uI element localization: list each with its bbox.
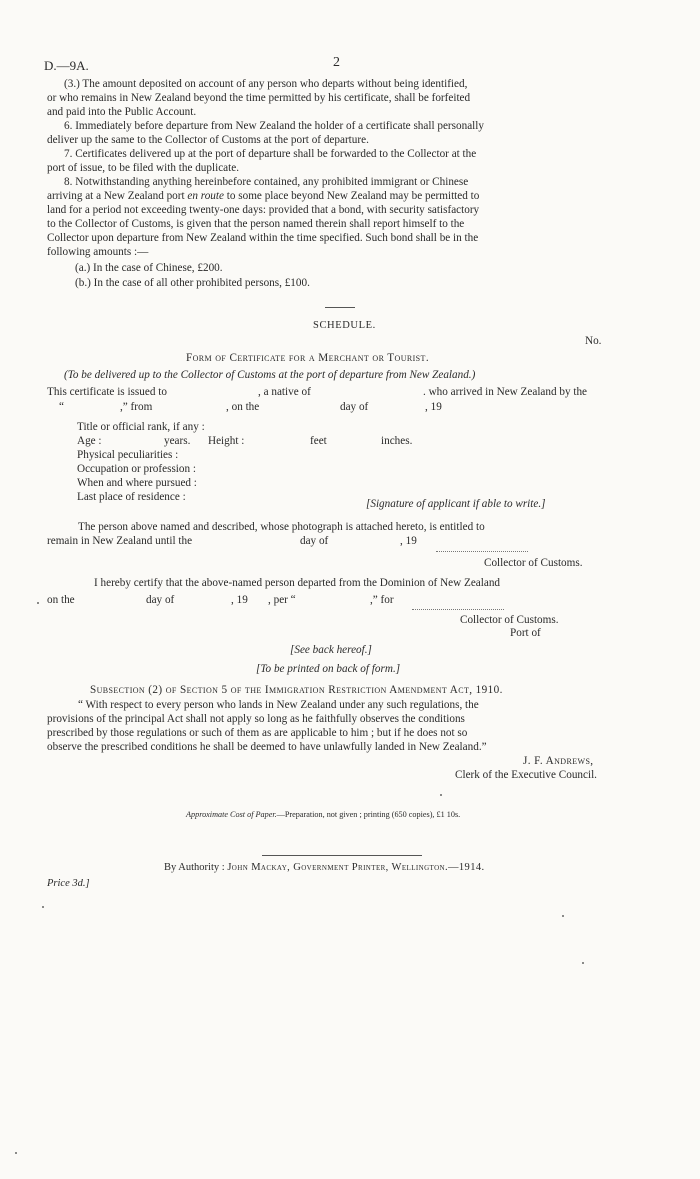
paragraph-8-line-2-end: to some place beyond New Zealand may be permitted to xyxy=(226,190,480,202)
paragraph-8-line-3: land for a period not exceeding twenty-one days: provided that a bond, with security satisfactory xyxy=(47,204,480,216)
last-residence-label: Last place of residence : xyxy=(77,491,186,503)
collector-signature-line xyxy=(436,551,528,552)
occupation-label: Occupation or profession : xyxy=(77,463,196,475)
departure-certify-line-1: I hereby certify that the above-named person departed from the Dominion of New Zealand xyxy=(94,577,501,589)
vessel-open-quote: “ xyxy=(59,401,64,413)
schedule-title: SCHEDULE. xyxy=(313,320,376,331)
paragraph-7-line-2: port of issue, to be filed with the duplicate. xyxy=(47,162,240,174)
scan-speck xyxy=(440,794,442,796)
delivery-note: (To be delivered up to the Collector of Customs at the port of departure from New Zealand.) xyxy=(64,369,476,381)
native-of-label: , a native of xyxy=(258,386,311,398)
printer-name: John Mackay, Government Printer, Wellington.—1914. xyxy=(227,862,485,873)
signatory-title: Clerk of the Executive Council. xyxy=(455,769,597,781)
bond-item-a: (a.) In the case of Chinese, £200. xyxy=(75,262,223,274)
scan-speck xyxy=(562,915,564,917)
subsection-line-4: observe the prescribed conditions he shall be deemed to have unlawfully landed in New Zealand.” xyxy=(47,741,487,753)
paragraph-3-line-1: (3.) The amount deposited on account of any person who departs without being identified, xyxy=(64,78,468,90)
paragraph-8-line-6: following amounts :— xyxy=(47,246,149,258)
feet-label: feet xyxy=(310,435,327,447)
height-label: Height : xyxy=(208,435,245,447)
title-rank-label: Title or official rank, if any : xyxy=(77,421,205,433)
paragraph-3-line-2: or who remains in New Zealand beyond the time permitted by his certificate, shall be forfeited xyxy=(47,92,471,104)
inches-label: inches. xyxy=(381,435,413,447)
departure-on-the-label: on the xyxy=(47,594,75,606)
subsection-heading: Subsection (2) of Section 5 of the Immigration Restriction Amendment Act, 1910. xyxy=(90,684,503,696)
subsection-line-2: provisions of the principal Act shall not apply so long as he faithfully observes the conditions xyxy=(47,713,465,725)
scan-speck xyxy=(582,962,584,964)
on-the-label: , on the xyxy=(226,401,260,413)
entitled-line-1: The person above named and described, whose photograph is attached hereto, is entitled to xyxy=(78,521,485,533)
section-divider xyxy=(325,307,355,308)
paragraph-6-line-2: deliver up the same to the Collector of Customs at the port of departure. xyxy=(47,134,369,146)
printer-authority xyxy=(164,862,485,873)
entitled-line-2: remain in New Zealand until the xyxy=(47,535,193,547)
bond-item-b: (b.) In the case of all other prohibited persons, £100. xyxy=(75,277,310,289)
year-label: , 19 xyxy=(425,401,442,413)
physical-peculiarities-label: Physical peculiarities : xyxy=(77,449,179,461)
paragraph-8-line-5: Collector upon departure from New Zealand within the time specified. Such bond shall be in the xyxy=(47,232,479,244)
departure-for-label: ,” for xyxy=(370,594,394,606)
page-number: 2 xyxy=(333,55,340,70)
departure-per-label: , per “ xyxy=(268,594,296,606)
document-reference: D.—9A. xyxy=(44,58,89,73)
scan-speck xyxy=(37,602,39,604)
day-of-label: day of xyxy=(340,401,369,413)
paragraph-8-en-route: en route xyxy=(187,190,224,202)
subsection-line-3: prescribed by those regulations or such of them as are applicable to him ; but if he does not so xyxy=(47,727,468,739)
paragraph-7-line-1: 7. Certificates delivered up at the port of departure shall be forwarded to the Collector at the xyxy=(64,148,477,160)
certificate-number-label: No. xyxy=(585,335,602,347)
printed-back-note: [To be printed on back of form.] xyxy=(256,663,401,675)
subsection-line-1: “ With respect to every person who lands in New Zealand under any such regulations, the xyxy=(78,699,479,711)
authority-label: By Authority : xyxy=(164,862,225,873)
paragraph-8-line-2 xyxy=(47,189,479,203)
who-arrived-label: . who arrived in New Zealand by the xyxy=(423,386,588,398)
years-label: years. xyxy=(164,435,191,447)
form-title: Form of Certificate for a Merchant or Tourist. xyxy=(186,352,430,364)
signatory-name: J. F. Andrews, xyxy=(523,755,594,767)
entitled-day-of-label: day of xyxy=(300,535,329,547)
departure-day-of-label: day of xyxy=(146,594,175,606)
collector-of-customs-1: Collector of Customs. xyxy=(484,557,583,569)
applicant-signature-note: [Signature of applicant if able to write.] xyxy=(366,498,546,510)
paper-cost-label: Approximate Cost of Paper. xyxy=(186,810,277,819)
authority-rule xyxy=(262,855,422,856)
entitled-year-label: , 19 xyxy=(400,535,417,547)
price-note: Price 3d.] xyxy=(47,878,90,889)
age-label: Age : xyxy=(77,435,102,447)
scan-speck xyxy=(15,1152,17,1154)
paragraph-8-line-2-start: arriving at a New Zealand port xyxy=(47,190,185,202)
see-back-note: [See back hereof.] xyxy=(290,644,372,656)
port-of-label: Port of xyxy=(510,627,541,639)
when-where-label: When and where pursued : xyxy=(77,477,197,489)
departure-collector-signature-line xyxy=(412,609,504,610)
from-label: ,” from xyxy=(120,401,153,413)
paragraph-8-line-1: 8. Notwithstanding anything hereinbefore contained, any prohibited immigrant or Chinese xyxy=(64,176,469,188)
paragraph-3-line-3: and paid into the Public Account. xyxy=(47,106,197,118)
paragraph-8-line-4: to the Collector of Customs, is given that the person named therein shall report himself to the xyxy=(47,218,465,230)
scan-speck xyxy=(42,906,44,908)
paper-cost-detail: —Preparation, not given ; printing (650 copies), £1 10s. xyxy=(276,810,461,819)
issued-to-label: This certificate is issued to xyxy=(47,386,167,398)
departure-year-label: , 19 xyxy=(231,594,248,606)
paragraph-6-line-1: 6. Immediately before departure from New Zealand the holder of a certificate shall personally xyxy=(64,120,484,132)
collector-of-customs-2: Collector of Customs. xyxy=(460,614,559,626)
paper-cost-note xyxy=(186,810,460,819)
